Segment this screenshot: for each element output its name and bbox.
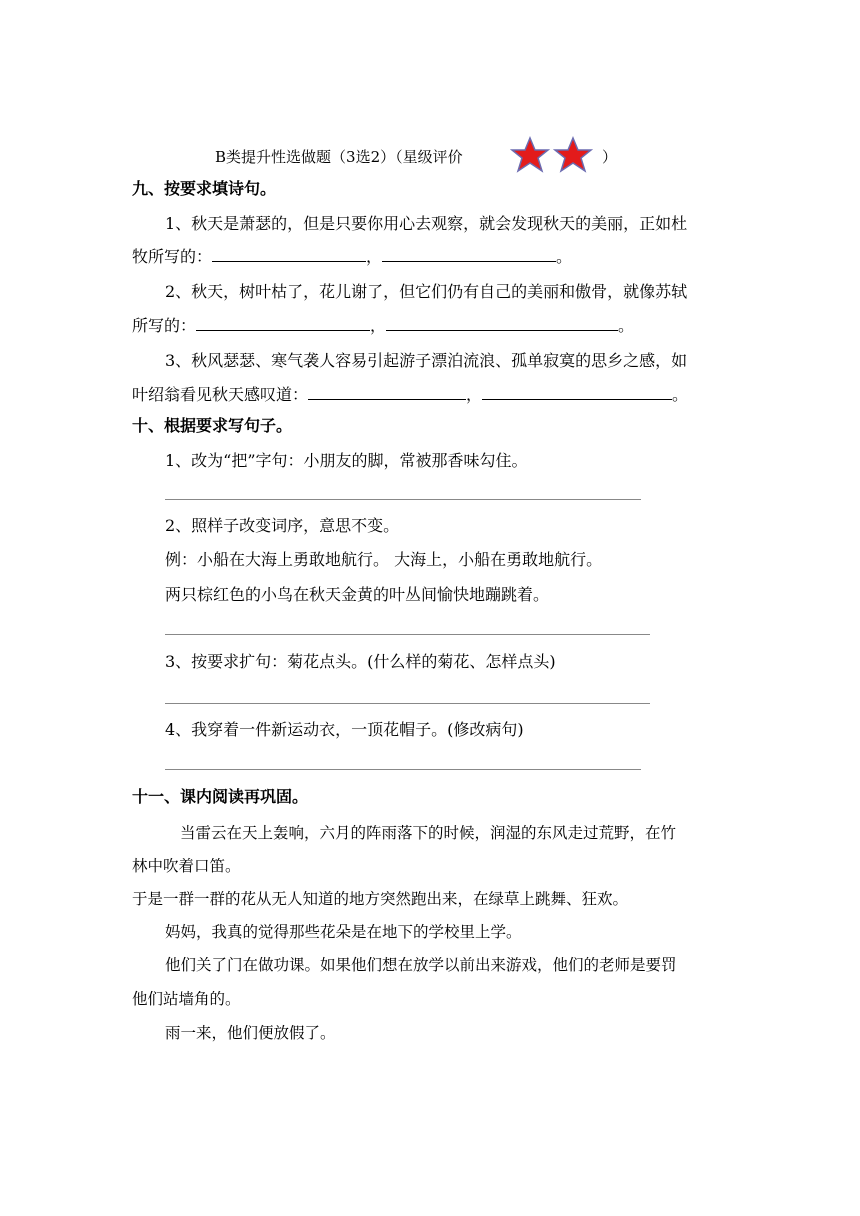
star-rating [507,135,602,175]
section-9-heading: 九、按要求填诗句。 [132,179,277,198]
q9-3-blank-1[interactable] [308,383,466,400]
star-icon [512,138,548,171]
period: 。 [672,385,689,404]
page-title [215,146,463,168]
q9-3-text: 3、秋风瑟瑟、寒气袭人容易引起游子漂泊流浪、孤单寂寞的思乡之感，如 [165,351,688,370]
q9-1-blank-1[interactable] [212,245,366,262]
q9-1-text: 1、秋天是萧瑟的，但是只要你用心去观察，就会发现秋天的美丽，正如杜 [165,214,688,233]
q10-1-answer-line[interactable] [165,499,641,500]
passage-p3: 妈妈，我真的觉得那些花朵是在地下的学校里上学。 [165,923,522,941]
q10-2-answer-line[interactable] [165,634,650,635]
q9-1-answer-line [132,245,572,268]
q10-3-answer-line[interactable] [165,703,650,704]
period: 。 [556,247,573,266]
passage-p4-line1: 他们关了门在做功课。如果他们想在放学以前出来游戏，他们的老师是要罚 [165,956,677,974]
q9-1-prefix: 牧所写的： [132,247,213,266]
q10-2-example: 例：小船在大海上勇敢地航行。 大海上，小船在勇敢地航行。 [165,550,603,569]
q9-3-answer-line [132,383,688,406]
q10-4-answer-line[interactable] [165,769,641,770]
q10-2-sentence: 两只棕红色的小鸟在秋天金黄的叶丛间愉快地蹦跳着。 [165,585,550,604]
q9-2-blank-2[interactable] [386,314,618,331]
passage-p5: 雨一来，他们便放假了。 [165,1024,336,1042]
title-prefix: B类提升性选做题（3选2）（星级评价 [215,148,463,166]
q10-1-text: 1、改为“把”字句：小朋友的脚，常被那香味勾住。 [165,451,528,470]
passage-p4-line2: 他们站墙角的。 [132,990,241,1008]
q9-2-answer-line [132,314,634,337]
q10-4-text: 4、我穿着一件新运动衣，一顶花帽子。(修改病句) [165,720,524,739]
comma: ， [366,247,383,266]
title-suffix: ） [602,148,618,166]
passage-p2: 于是一群一群的花从无人知道的地方突然跑出来，在绿草上跳舞、狂欢。 [132,890,629,908]
star-icon [555,138,591,171]
section-11-heading: 十一、课内阅读再巩固。 [132,787,309,806]
q9-2-blank-1[interactable] [196,314,370,331]
passage-p1-line2: 林中吹着口笛。 [132,857,241,875]
q9-3-blank-2[interactable] [482,383,672,400]
q9-2-text: 2、秋天，树叶枯了，花儿谢了，但它们仍有自己的美丽和傲骨，就像苏轼 [165,282,688,301]
q10-2-text: 2、照样子改变词序，意思不变。 [165,516,400,535]
comma: ， [466,385,483,404]
q9-3-prefix: 叶绍翁看见秋天感叹道： [132,385,309,404]
period: 。 [618,316,635,335]
comma: ， [370,316,387,335]
q9-2-prefix: 所写的： [132,316,197,335]
passage-p1-line1: 当雷云在天上轰响，六月的阵雨落下的时候，润湿的东风走过荒野，在竹 [180,824,677,842]
q10-3-text: 3、按要求扩句：菊花点头。(什么样的菊花、怎样点头) [165,652,556,671]
section-10-heading: 十、根据要求写句子。 [132,416,293,435]
q9-1-blank-2[interactable] [382,245,556,262]
